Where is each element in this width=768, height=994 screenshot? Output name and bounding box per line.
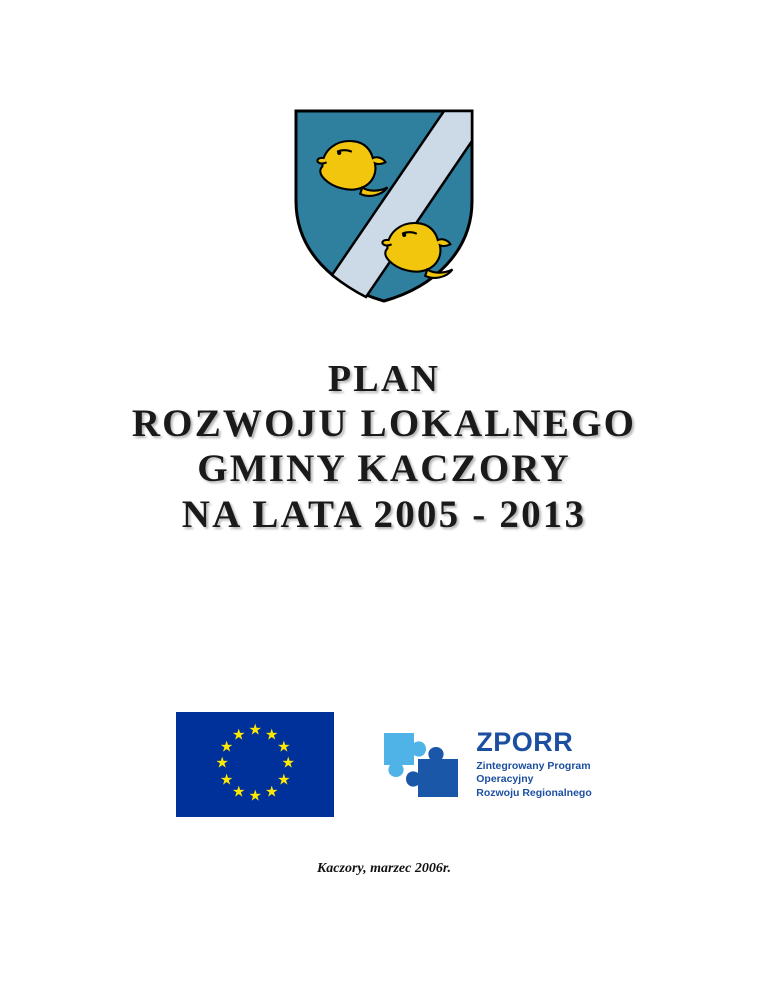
zporr-subtitle <box>476 760 592 800</box>
eu-star-icon: ★ <box>265 784 279 801</box>
puzzle-piece-icon <box>380 725 466 803</box>
eu-star-icon: ★ <box>215 755 229 772</box>
zporr-text-block <box>476 726 592 800</box>
coat-of-arms-kaczory-icon <box>284 105 484 305</box>
title-line-3: GMINY KACZORY <box>197 447 571 491</box>
eu-star-icon: ★ <box>219 739 234 756</box>
logos-row <box>176 712 592 817</box>
zporr-subtitle-line-1: Zintegrowany Program <box>476 759 591 772</box>
eu-star-icon: ★ <box>219 772 234 789</box>
coat-of-arms-container <box>284 105 484 305</box>
eu-star-icon: ★ <box>248 788 262 805</box>
title-line-1: PLAN <box>327 358 441 400</box>
eu-star-icon: ★ <box>277 739 291 756</box>
title-line-2: ROZWOJU LOKALNEGO <box>131 402 637 446</box>
title-line-4: NA LATA 2005 - 2013 <box>181 492 587 536</box>
zporr-logo <box>380 725 592 803</box>
eu-star-icon: ★ <box>248 722 262 739</box>
eu-star-icon: ★ <box>277 772 291 789</box>
zporr-title: ZPORR <box>476 726 574 757</box>
eu-star-icon: ★ <box>232 727 246 744</box>
zporr-subtitle-line-3: Rozwoju Regionalnego <box>476 786 592 799</box>
page-title <box>132 357 636 537</box>
document-footer: Kaczory, marzec 2006r. <box>316 860 452 876</box>
eu-star-icon: ★ <box>265 727 279 744</box>
zporr-subtitle-line-2: Operacyjny <box>476 773 534 786</box>
eu-star-icon: ★ <box>281 755 295 772</box>
eu-star-icon: ★ <box>232 784 246 801</box>
european-union-flag-icon <box>176 712 334 817</box>
